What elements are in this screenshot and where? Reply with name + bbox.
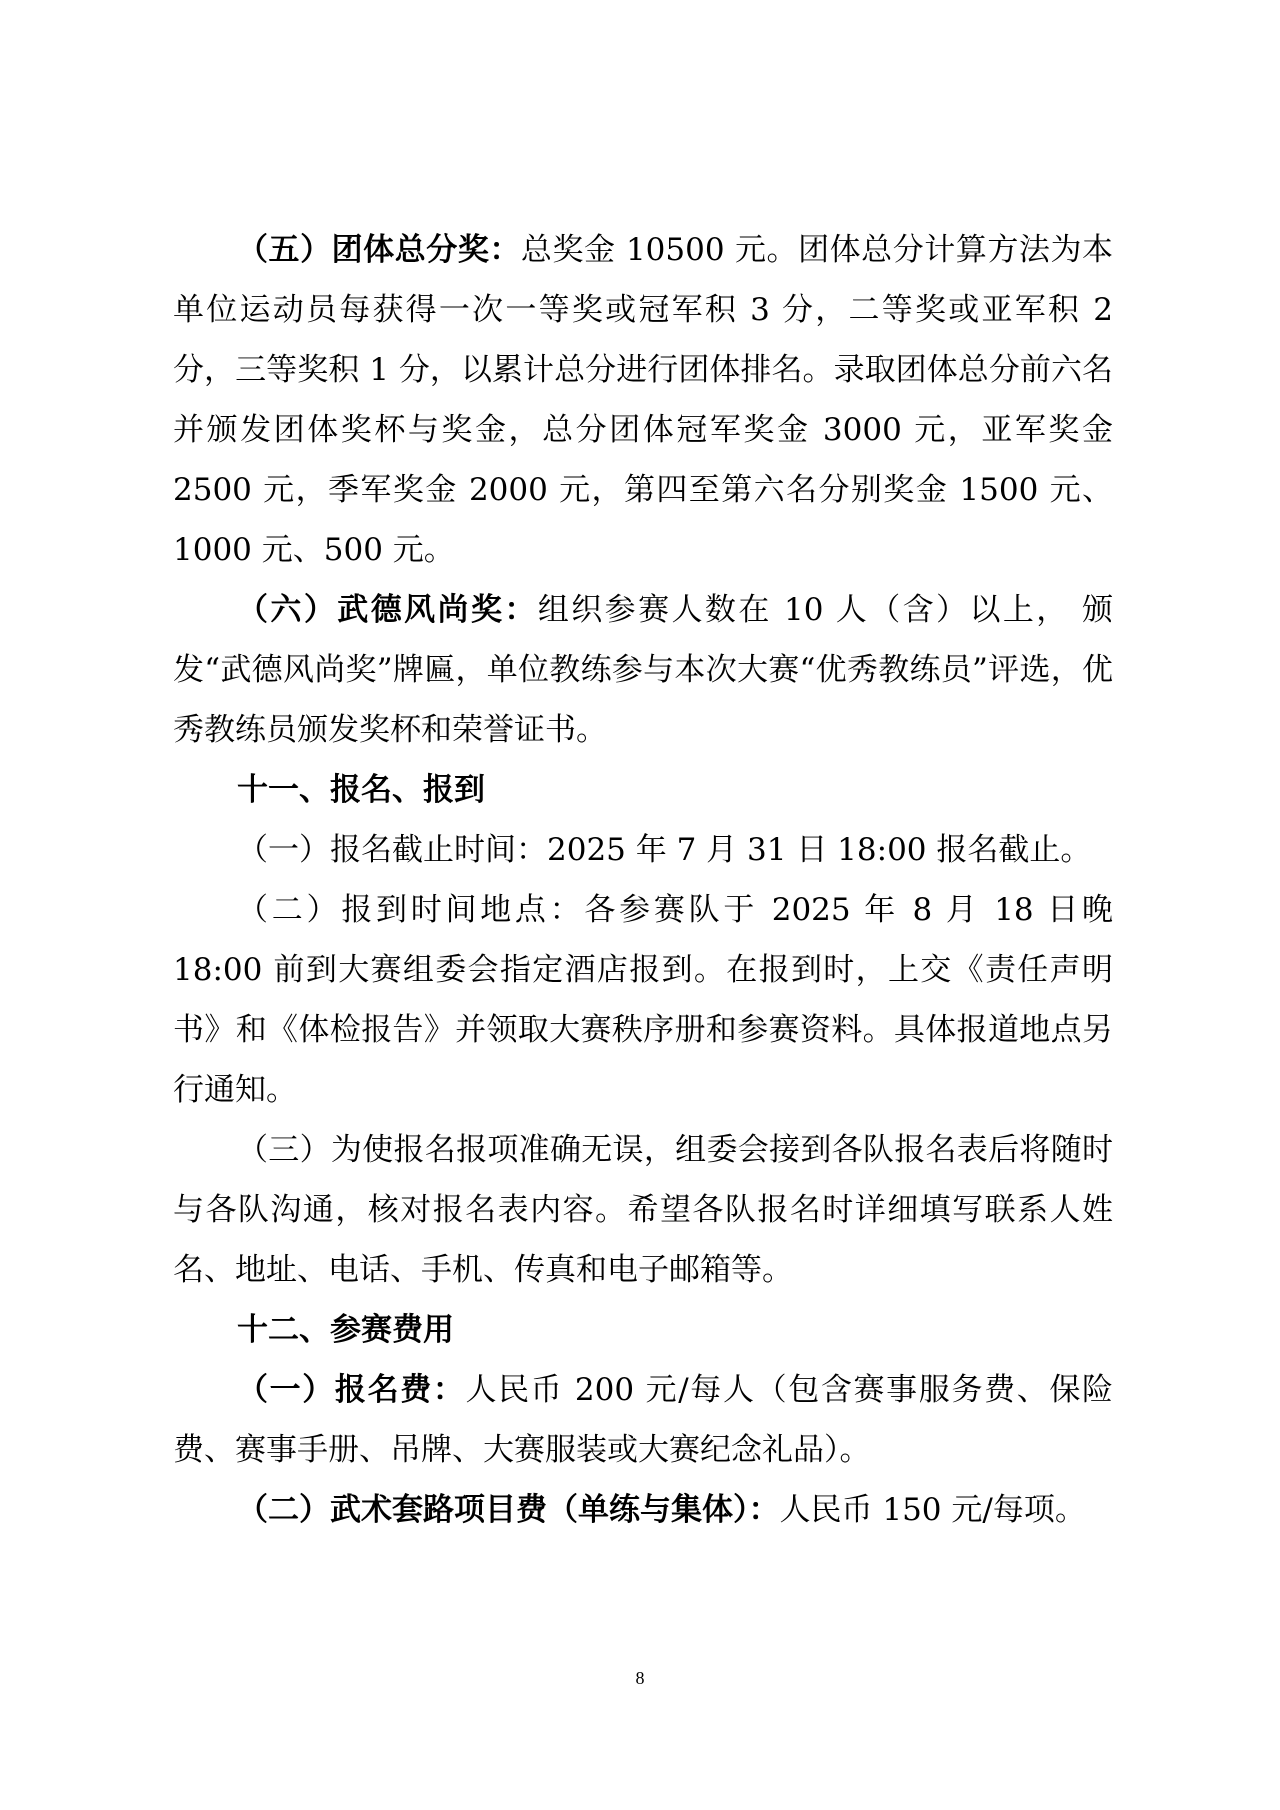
document-body	[173, 220, 1113, 1540]
paragraph-text: 组织参赛人数在 10 人（含）以上， 颁发“武德风尚奖”牌匾，单位教练参与本次大赛“优秀教练员”评选，优秀教练员颁发奖杯和荣誉证书。	[173, 592, 1114, 748]
page-number: 8	[635, 1668, 645, 1688]
paragraph-text: 总奖金 10500 元。团体总分计算方法为本单位运动员每获得一次一等奖或冠军积 3 分，二等奖或亚军积 2 分，三等奖积 1 分，以累计总分进行团体排名。录取团体总分前六名并颁发团体奖杯与奖金，总分团体冠军奖金 3000 元，亚军奖金 2500 元，季军奖金 2000 元，第四至第六名分别奖金 1500 元、1000 元、500 元。	[173, 232, 1113, 568]
paragraph-lead: （六）武德风尚奖：	[237, 592, 538, 628]
paragraph-team-total-award	[173, 220, 1113, 580]
paragraph-check-in: （二）报到时间地点：各参赛队于 2025 年 8 月 18 日晚 18:00 前到大赛组委会指定酒店报到。在报到时，上交《责任声明书》和《体检报告》并领取大赛秩序册和参赛资料。具体报道地点另行通知。	[173, 892, 1113, 1108]
paragraph-lead: （一）报名费：	[237, 1372, 466, 1408]
paragraph-event-fee	[173, 1480, 1113, 1540]
section-heading-registration: 十一、报名、报到	[237, 772, 485, 808]
paragraph-registration-deadline: （一）报名截止时间：2025 年 7 月 31 日 18:00 报名截止。	[237, 832, 1092, 868]
paragraph-text: 人民币 200 元/每人（包含赛事服务费、保险费、赛事手册、吊牌、大赛服装或大赛纪念礼品）。	[173, 1372, 1114, 1468]
section-heading-fees: 十二、参赛费用	[237, 1312, 454, 1348]
paragraph-verification: （三）为使报名报项准确无误，组委会接到各队报名表后将随时与各队沟通，核对报名表内容。希望各队报名时详细填写联系人姓名、地址、电话、手机、传真和电子邮箱等。	[173, 1132, 1113, 1288]
paragraph-sportsmanship-award	[173, 580, 1113, 760]
paragraph-registration-fee	[173, 1360, 1113, 1480]
paragraph-text: 人民币 150 元/每项。	[779, 1492, 1086, 1528]
paragraph-lead: （二）武术套路项目费（单练与集体）：	[237, 1492, 780, 1528]
paragraph-lead: （五）团体总分奖：	[237, 232, 521, 268]
